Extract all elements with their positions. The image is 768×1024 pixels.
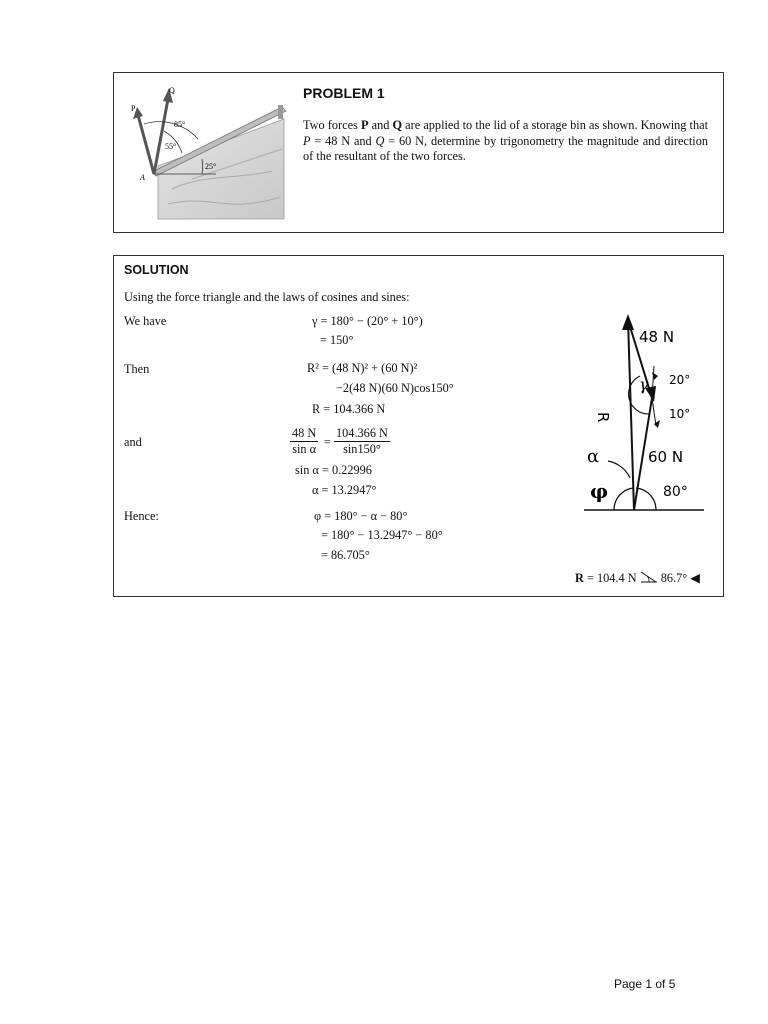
problem-title: PROBLEM 1 [303, 85, 385, 101]
hand-label-60n: 60 N [648, 448, 684, 466]
hand-label-gamma: γ [639, 375, 649, 394]
solution-box [113, 255, 724, 597]
hand-label-80: 80° [663, 484, 688, 500]
force-triangle-sketch [584, 306, 714, 516]
hand-label-20: 20° [669, 373, 691, 387]
eq-phi-1: φ = 180° − α − 80° [314, 509, 408, 523]
direction-angle-icon [640, 571, 658, 583]
label-q: Q [169, 86, 175, 95]
eq-gamma-1: γ = 180° − (20° + 10°) [312, 314, 423, 328]
fraction-left: $\frac{48 N}{\text{sin α}}$ [292, 426, 317, 456]
label-hence: Hence: [124, 509, 159, 523]
page-number: Page 1 of 5 [614, 977, 676, 991]
label-55: 55° [165, 142, 177, 151]
label-p: P [131, 104, 136, 113]
solution-title: SOLUTION [124, 263, 189, 277]
fraction-right: $\frac{104.366 N}{\sin 150^\circ}$ [336, 426, 388, 456]
eq-phi-3: = 86.705° [321, 548, 370, 562]
eq-r: R = 104.366 N [312, 402, 386, 416]
label-85: 85° [174, 120, 186, 129]
eq-phi-2: = 180° − 13.2947° − 80° [321, 528, 443, 542]
hand-label-alpha: α [587, 446, 600, 467]
problem-text: Two forces P and Q are applied to the lid of a storage bin as shown. Knowing that P = 48 N and Q = 60 N, determine by trigonometry the magnitude and direction of the resultant of the two forces. [303, 118, 708, 163]
hand-label-48n: 48 N [639, 328, 675, 346]
label-25: 25° [205, 162, 217, 171]
answer: R = 104.4 N 86.7° ◀ [575, 571, 700, 585]
eq-r2-2: −2(48 N)(60 N)cos150° [336, 381, 454, 395]
answer-marker-icon: ◀ [690, 571, 700, 585]
label-then: Then [124, 362, 150, 376]
hand-label-r: R [594, 412, 612, 423]
eq-sin-alpha: sin α = 0.22996 [295, 463, 372, 477]
hand-label-phi: φ [590, 479, 609, 503]
label-and: and [124, 435, 142, 449]
storage-bin-figure [132, 79, 302, 221]
hand-label-10: 10° [669, 407, 691, 421]
eq-alpha: α = 13.2947° [312, 483, 377, 497]
eq-gamma-2: = 150° [320, 333, 354, 347]
problem-box [113, 72, 724, 233]
label-a: A [140, 173, 145, 182]
solution-intro: Using the force triangle and the laws of cosines and sines: [124, 290, 410, 304]
eq-r2-1: R² = (48 N)² + (60 N)² [307, 361, 418, 375]
fraction-equals: = [324, 435, 331, 449]
label-we-have: We have [124, 314, 167, 328]
